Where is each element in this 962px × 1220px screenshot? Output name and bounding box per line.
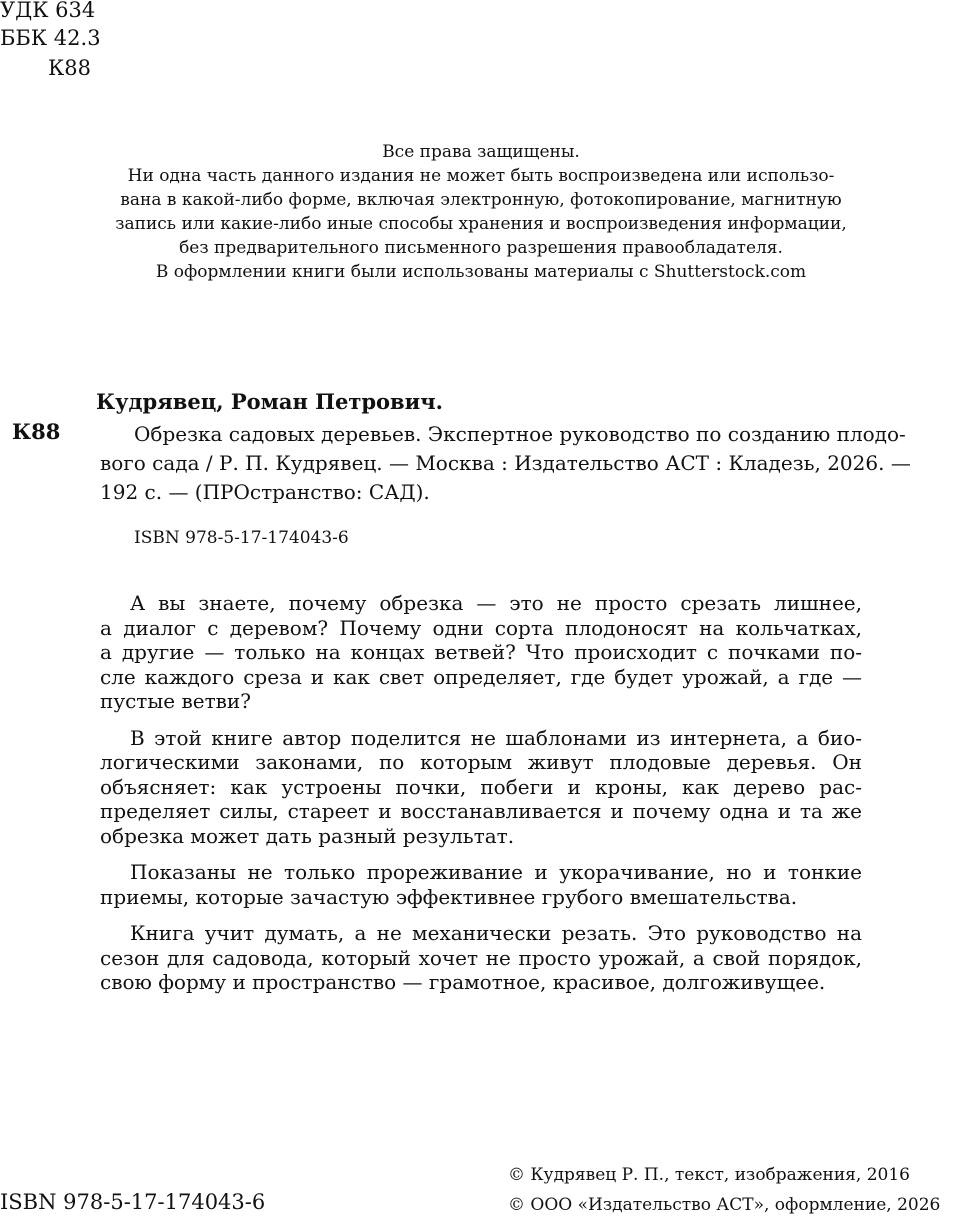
bibliographic-line: Обрезка садовых деревьев. Экспертное руководство по созданию плодо-: [134, 422, 906, 446]
rights-line: запись или какие-либо иные способы хранения и воспроизведения информации,: [115, 214, 847, 234]
rights-line: без предварительного письменного разрешения правообладателя.: [179, 238, 783, 258]
copyright-author: © Кудрявец Р. П., текст, изображения, 2016: [508, 1165, 910, 1185]
annotation-line: приемы, которые зачастую эффективнее грубого вмешательства.: [100, 884, 798, 909]
annotation-line: Книга учит думать, а не механически резать. Это руководство на: [130, 921, 862, 945]
annotation-line: а другие — только на концах ветвей? Что происходит с почками по-: [100, 640, 862, 664]
annotation-line: пустые ветви?: [100, 689, 251, 713]
annotation-paragraph: [100, 726, 862, 849]
annotation-paragraph: [100, 860, 862, 909]
udk-code: УДК 634: [0, 0, 96, 22]
annotation-paragraph: [100, 591, 862, 714]
annotation-line: сезон для садовода, который хочет не просто урожай, а свой порядок,: [100, 945, 862, 970]
annotation-paragraph: [100, 921, 862, 995]
annotation-line: а диалог с деревом? Почему одни сорта плодоносят на кольчатках,: [100, 615, 862, 640]
isbn-record: ISBN 978-5-17-174043-6: [134, 528, 349, 548]
rights-line: Ни одна часть данного издания не может быть воспроизведена или использо-: [127, 166, 835, 186]
isbn-footer: ISBN 978-5-17-174043-6: [0, 1190, 266, 1214]
author-mark: К88: [48, 56, 91, 80]
copyright-block: [508, 1160, 940, 1220]
bibliographic-line: вого сада / Р. П. Кудрявец. — Москва : Издательство АСТ : Кладезь, 2026. —: [100, 451, 911, 475]
annotation: [100, 591, 862, 1007]
annotation-line: сле каждого среза и как свет определяет, где будет урожай, а где —: [100, 664, 862, 689]
bibliographic-mark: К88: [12, 419, 61, 444]
bibliographic-description: [100, 420, 962, 507]
annotation-line: А вы знаете, почему обрезка — это не просто срезать лишнее,: [130, 591, 862, 615]
annotation-line: Показаны не только прореживание и укорачивание, но и тонкие: [130, 860, 862, 884]
bbk-code: ББК 42.3: [0, 26, 101, 50]
annotation-line: В этой книге автор поделится не шаблонами из интернета, а био-: [130, 725, 862, 750]
rights-line: вана в какой-либо форме, включая электронную, фотокопирование, магнитную: [120, 190, 842, 210]
copyright-publisher: © ООО «Издательство АСТ», оформление, 2026: [508, 1195, 941, 1215]
annotation-line: объясняет: как устроены почки, побеги и кроны, как дерево рас-: [100, 774, 862, 799]
bibliographic-author: Кудрявец, Роман Петрович.: [96, 389, 443, 414]
rights-notice: [80, 140, 882, 284]
annotation-line: обрезка может дать разный результат.: [100, 823, 515, 848]
rights-line: В оформлении книги были использованы материалы с Shutterstock.com: [155, 262, 807, 282]
annotation-line: свою форму и пространство — грамотное, красивое, долгоживущее.: [100, 970, 826, 994]
bibliographic-line: 192 с. — (ПРОстранство: САД).: [100, 480, 430, 504]
annotation-line: пределяет силы, стареет и восстанавливается и почему одна и та же: [100, 799, 862, 823]
annotation-line: логическими законами, по которым живут плодовые деревья. Он: [100, 750, 862, 774]
rights-line: Все права защищены.: [382, 142, 580, 162]
